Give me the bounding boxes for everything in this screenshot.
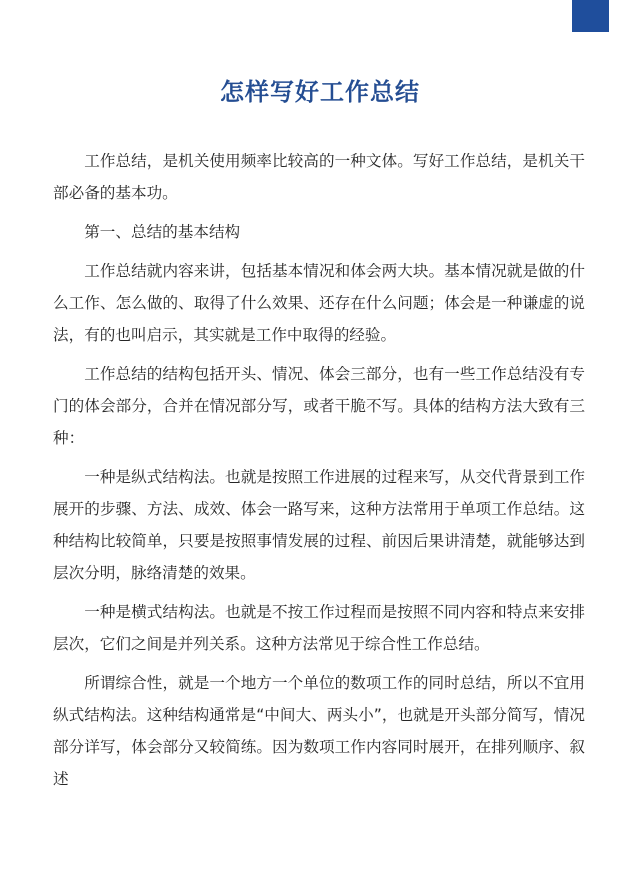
section-heading-basic-structure: 第一、总结的基本结构 bbox=[84, 223, 241, 241]
paragraph-horizontal-structure: 一种是横式结构法。也就是不按工作过程而是按照不同内容和特点来安排层次，它们之间是并列关系。这种方法常见于综合性工作总结。 bbox=[53, 603, 585, 653]
corner-bookmark-tab bbox=[572, 0, 609, 32]
document-body bbox=[53, 145, 585, 802]
paragraph-structure-parts: 工作总结的结构包括开头、情况、体会三部分，也有一些工作总结没有专门的体会部分，合并在情况部分写，或者干脆不写。具体的结构方法大致有三种： bbox=[53, 365, 585, 447]
page-title: 怎样写好工作总结 bbox=[220, 78, 420, 106]
paragraph-comprehensive: 所谓综合性，就是一个地方一个单位的数项工作的同时总结，所以不宜用纵式结构法。这种结构通常是“中间大、两头小”，也就是开头部分简写，情况部分详写，体会部分又较简练。因为数项工作内容同时展开，在排列顺序、叙述 bbox=[53, 674, 585, 788]
paragraph-vertical-structure: 一种是纵式结构法。也就是按照工作进展的过程来写，从交代背景到工作展开的步骤、方法、成效、体会一路写来，这种方法常用于单项工作总结。这种结构比较简单，只要是按照事情发展的过程、前因后果讲清楚，就能够达到层次分明，脉络清楚的效果。 bbox=[53, 468, 585, 582]
paragraph-intro: 工作总结，是机关使用频率比较高的一种文体。写好工作总结，是机关干部必备的基本功。 bbox=[53, 152, 585, 202]
paragraph-content-overview: 工作总结就内容来讲，包括基本情况和体会两大块。基本情况就是做的什么工作、怎么做的、取得了什么效果、还存在什么问题；体会是一种谦虚的说法，有的也叫启示，其实就是工作中取得的经验。 bbox=[53, 262, 585, 344]
